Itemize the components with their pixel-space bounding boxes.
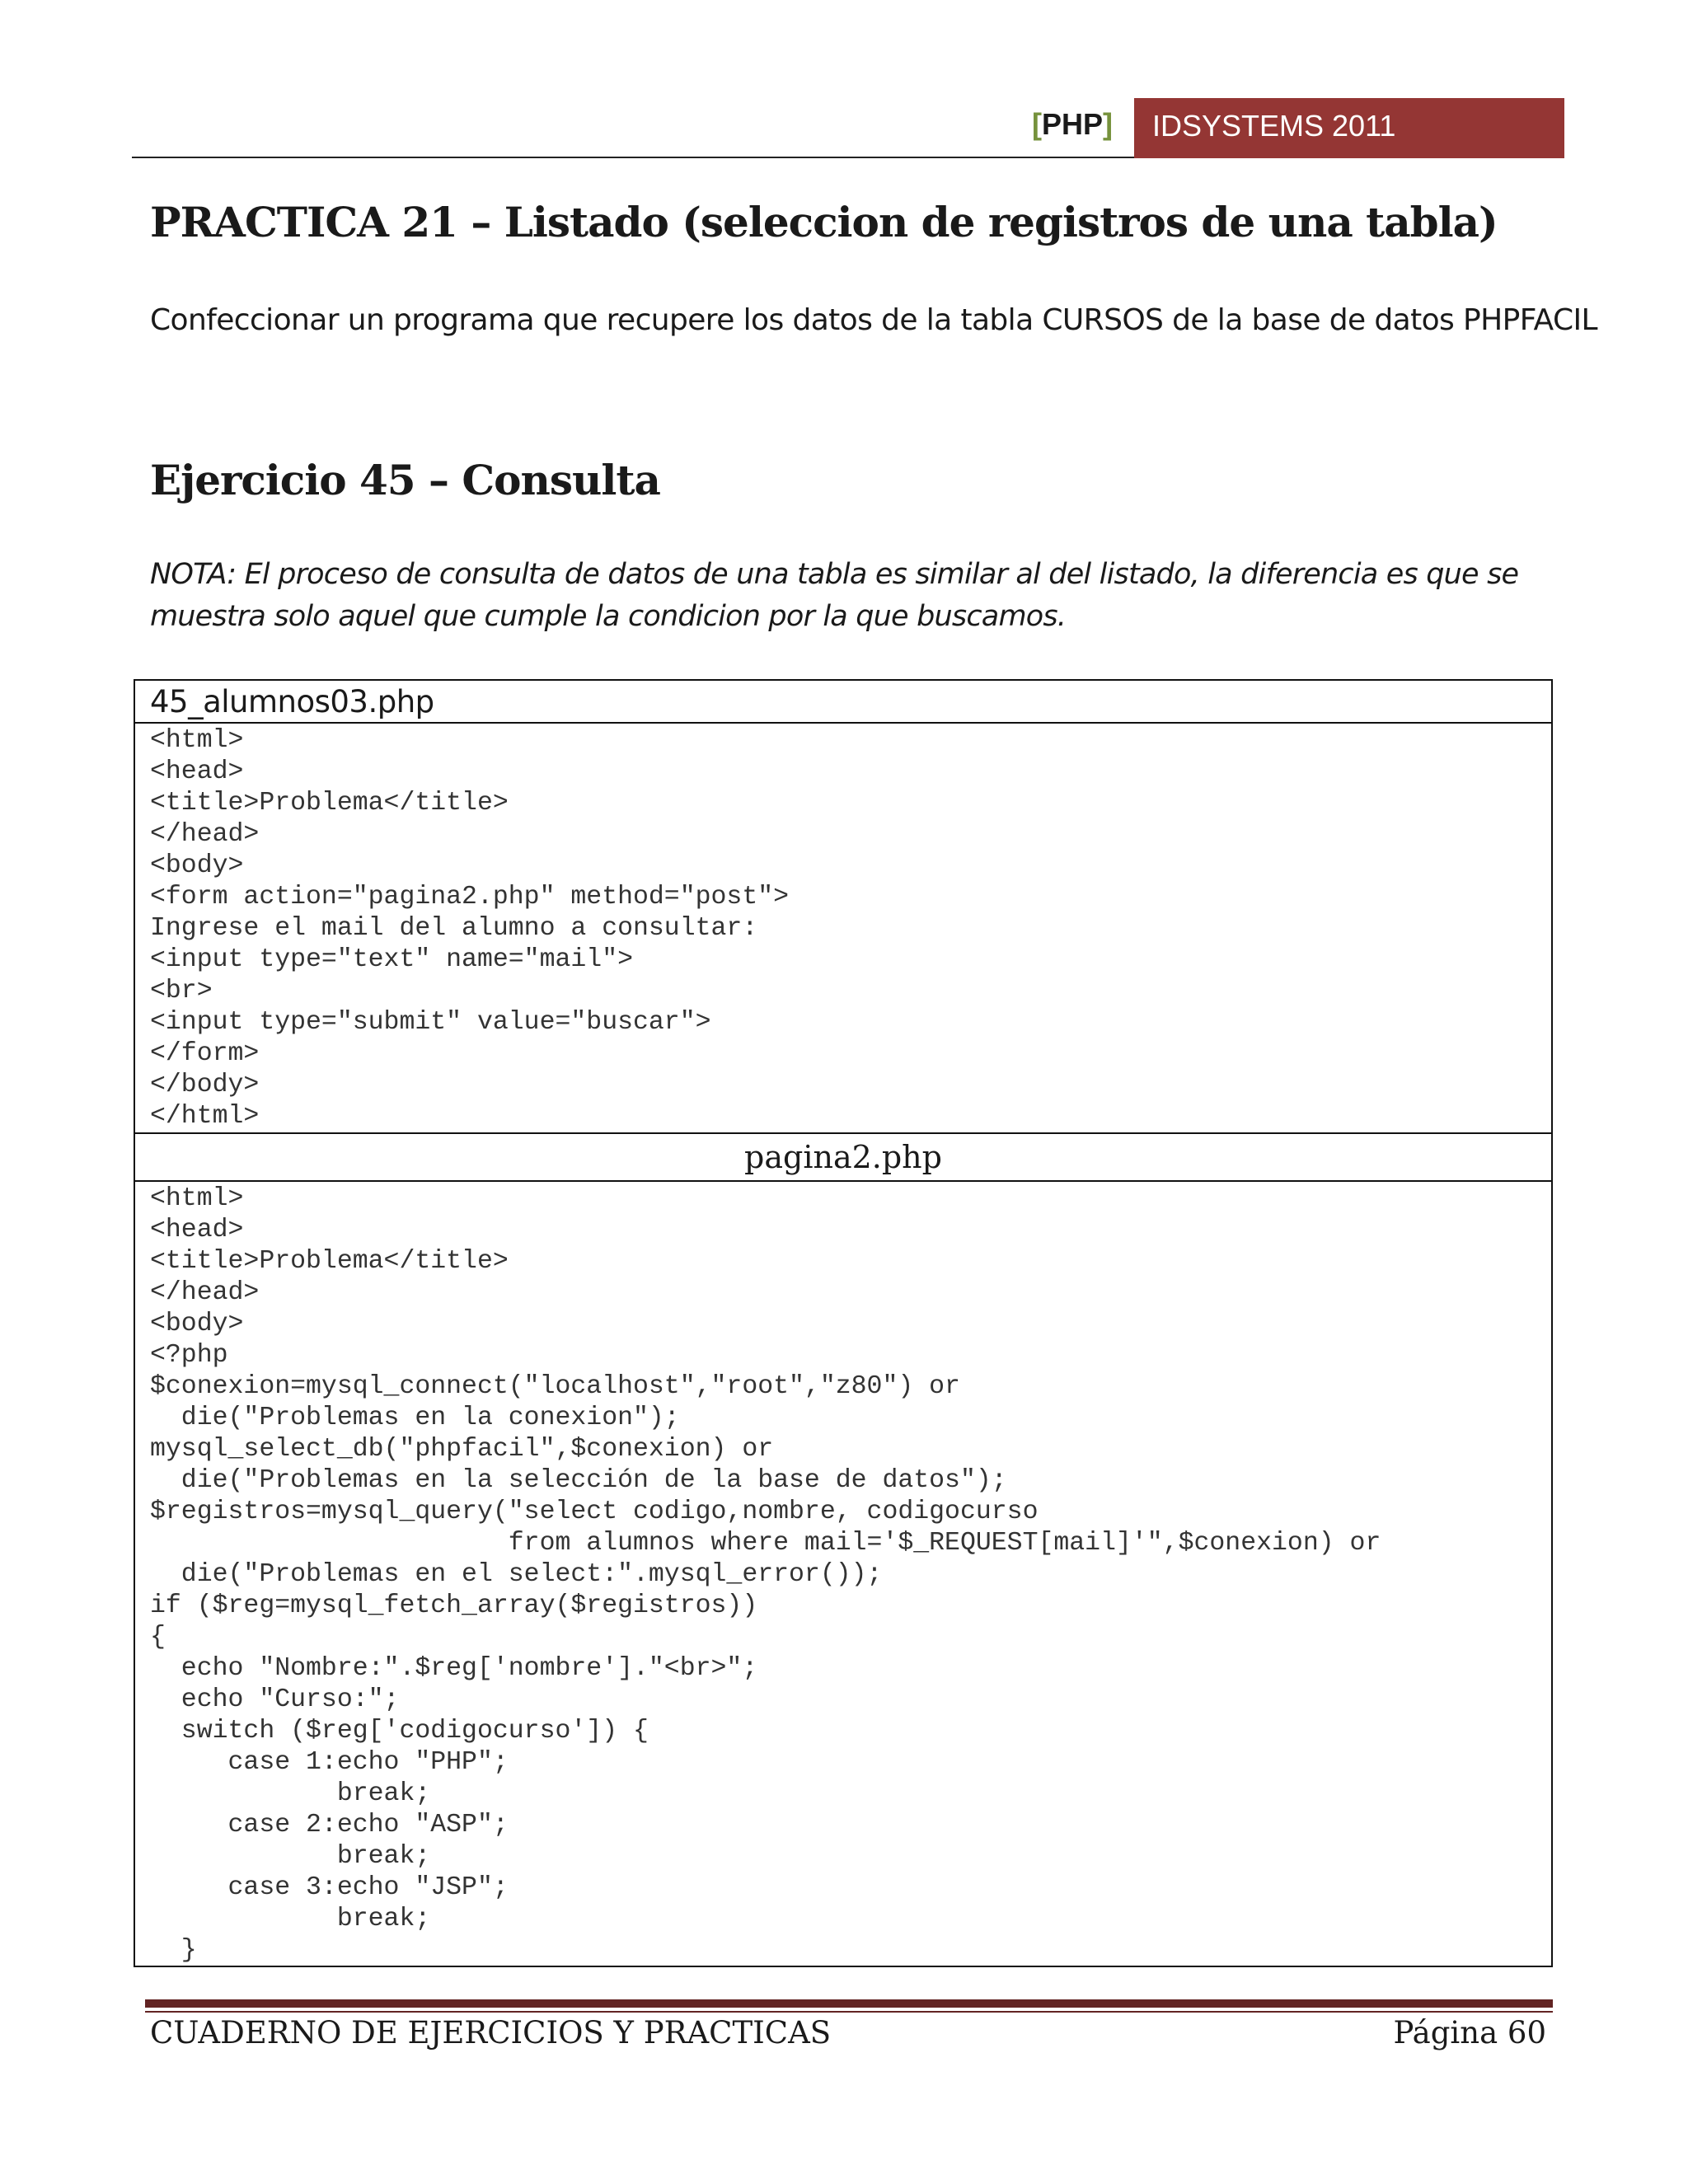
- exercise-title: Ejercicio 45 – Consulta: [150, 456, 660, 504]
- intro-text: Confeccionar un programa que recupere los datos de la tabla CURSOS de la base de datos PHPFACIL: [150, 303, 1597, 337]
- footer-rule-thick: [145, 1999, 1553, 2008]
- file-name-1: 45_alumnos03.php: [135, 681, 1551, 724]
- page-number: Página 60: [1393, 2015, 1546, 2050]
- code-block-1: <html> <head> <title>Problema</title> </head> <body> <form action="pagina2.php" method="post"> Ingrese el mail del alumno a consultar: <input type="text" name="mail"> <br> <input type="submit" value="buscar"> </form> </body> </html>: [150, 726, 790, 1131]
- file-name-2: pagina2.php: [135, 1132, 1551, 1182]
- header-divider: [132, 157, 1134, 158]
- note-text: NOTA: El proceso de consulta de datos de una tabla es similar al del listado, la diferencia es que se muestra solo aquel que cumple la condicion por la que buscamos.: [150, 558, 1519, 633]
- code-table: [134, 679, 1553, 1967]
- footer-title: CUADERNO DE EJERCICIOS Y PRACTICAS: [150, 2015, 832, 2050]
- page-title: PRACTICA 21 – Listado (seleccion de registros de una tabla): [150, 198, 1498, 246]
- code-block-2: <html> <head> <title>Problema</title> </head> <body> <?php $conexion=mysql_connect("localhost","root","z80") or die("Problemas en la conexion"); mysql_select_db("phpfacil",$conexion) or die("Problemas en la selección de la base de datos"); $registros=mysql_query("select codigo,nombre, codigocurso from alumnos where mail='$_REQUEST[mail]'",$conexion) or die("Problemas en el select:".mysql_error()); if ($reg=mysql_fetch_array($registros)) { echo "Nombre:".$reg['nombre']."<br>"; echo "Curso:"; switch ($reg['codigocurso']) { case 1:echo "PHP"; break; case 2:echo "ASP"; break; case 3:echo "JSP"; break; }: [150, 1184, 1381, 1965]
- header-badge: IDSYSTEMS 2011: [1134, 98, 1564, 158]
- footer-rule-thin: [145, 2011, 1553, 2013]
- header-tag: [PHP]: [1032, 107, 1114, 141]
